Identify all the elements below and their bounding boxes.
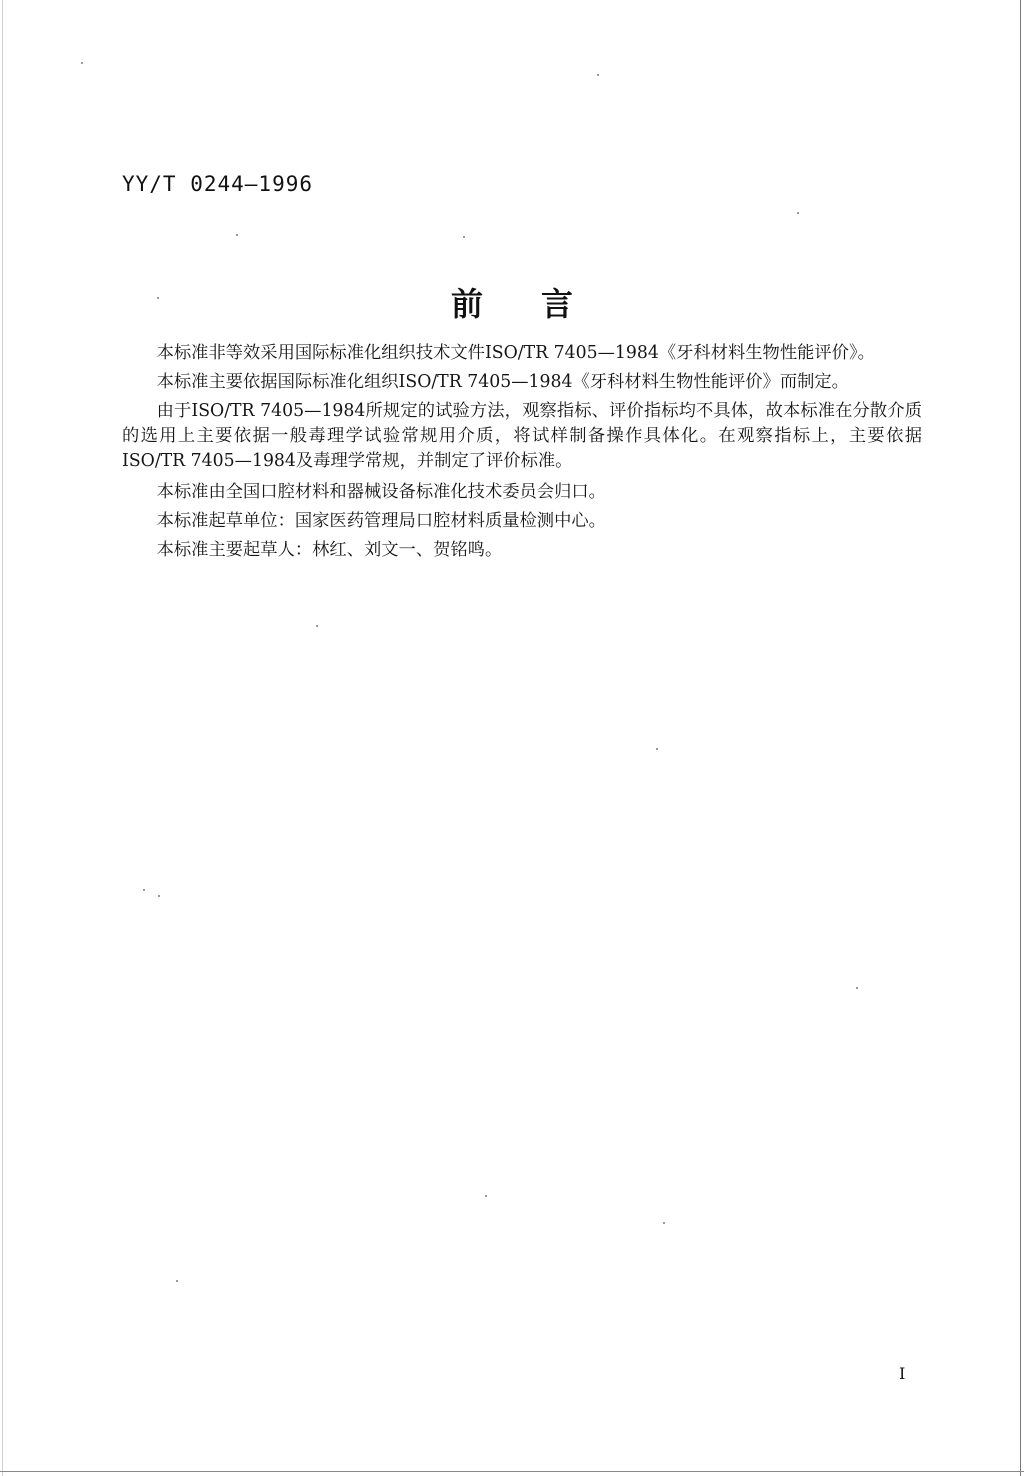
paragraph-2: 本标准主要依据国际标准化组织ISO/TR 7405—1984《牙科材料生物性能评价》而制定。 [156,372,849,392]
scan-speck [158,895,160,897]
paragraph-3: 由于ISO/TR 7405—1984所规定的试验方法，观察指标、评价指标均不具体，故本标准在分散介质的选用上主要依据一般毒理学试验常规用介质，将试样制备操作具体化。在观察指标上，主要依据ISO/TR 7405—1984及毒理学常规，并制定了评价标准。 [122,401,922,471]
page-number: I [899,1364,906,1383]
scan-speck [316,625,318,627]
scan-speck [797,212,799,214]
paragraph-6: 本标准主要起草人：林红、刘文一、贺铭鸣。 [156,540,503,560]
scan-speck [81,62,83,64]
page-left-edge [2,0,3,1476]
scan-speck [463,236,465,238]
paragraph-5: 本标准起草单位：国家医药管理局口腔材料质量检测中心。 [156,511,606,531]
paragraph-1: 本标准非等效采用国际标准化组织技术文件ISO/TR 7405—1984《牙科材料生物性能评价》。 [156,343,875,363]
standard-code: YY/T 0244—1996 [122,172,314,196]
page-title: 前言 [450,285,631,323]
scan-speck [663,1222,665,1224]
scan-speck [157,297,159,299]
scan-speck [856,987,858,989]
foreword-body [122,341,922,567]
page-right-edge [1020,0,1021,1476]
scan-speck [176,1280,178,1282]
scan-speck [143,889,145,891]
scan-speck [236,234,238,236]
scan-speck [656,748,658,750]
paragraph-4: 本标准由全国口腔材料和器械设备标准化技术委员会归口。 [156,482,606,502]
page-bottom-edge [0,1471,1024,1472]
scan-speck [485,1195,487,1197]
scan-speck [597,74,599,76]
